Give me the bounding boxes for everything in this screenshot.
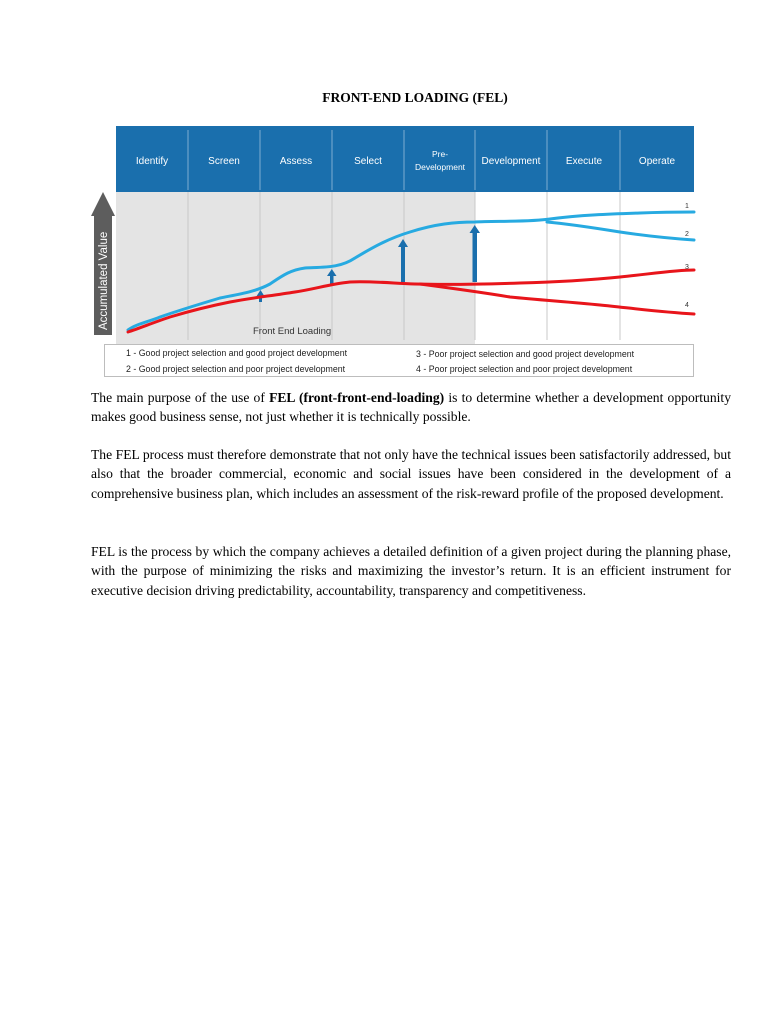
phase-label-pre-development-line2: Development bbox=[414, 162, 466, 172]
phase-label-select: Select bbox=[354, 156, 382, 167]
phase-label-development: Development bbox=[481, 156, 541, 167]
fel-diagram-svg bbox=[90, 124, 696, 378]
curve-number-1: 1 bbox=[685, 203, 689, 210]
paragraph-purpose-text-a: The main purpose of the use of bbox=[91, 390, 270, 405]
fel-zone bbox=[116, 192, 475, 344]
phase-label-execute: Execute bbox=[565, 156, 603, 167]
phase-label-pre-development-line1: Pre- bbox=[431, 149, 449, 159]
curve-number-4: 4 bbox=[685, 302, 689, 309]
phase-label-assess: Assess bbox=[279, 156, 313, 167]
paragraph-purpose-text-b: is to determine whether a development opportunity makes good business sense, not just whether it is technically possible. bbox=[91, 390, 731, 425]
curve-number-2: 2 bbox=[685, 231, 689, 238]
curve-number-3: 3 bbox=[685, 264, 689, 271]
paragraph-definition: FEL is the process by which the company achieves a detailed definition of a given project during the planning phase, with the purpose of minimizing the risks and maximizing the investor’s return. It is an efficient instrument for executive decision driving predictability, accountability, transparency and competitiveness. bbox=[91, 544, 731, 598]
legend-item-1: 1 - Good project selection and good project development bbox=[126, 348, 348, 358]
legend-item-2: 2 - Good project selection and poor project development bbox=[126, 364, 346, 374]
front-end-loading-label: Front End Loading bbox=[253, 326, 332, 337]
phase-label-operate: Operate bbox=[638, 156, 676, 167]
phase-label-identify: Identify bbox=[135, 156, 169, 167]
phase-header-bar bbox=[116, 126, 694, 192]
fel-diagram bbox=[90, 124, 696, 378]
fel-term: FEL (front-front-end-loading) bbox=[269, 390, 445, 405]
paragraph-purpose bbox=[91, 388, 731, 427]
phase-label-screen: Screen bbox=[208, 156, 240, 167]
legend-item-4: 4 - Poor project selection and poor project development bbox=[416, 364, 633, 374]
y-axis-label: Accumulated Value bbox=[98, 231, 110, 330]
paragraph-process: The FEL process must therefore demonstrate that not only have the technical issues been satisfactorily addressed, but also that the broader commercial, economic and social issues have been considered in the development of a comprehensive business plan, which includes an assessment of the risk-reward profile of the proposed development. bbox=[91, 447, 731, 501]
document-title: FRONT-END LOADING (FEL) bbox=[322, 90, 508, 105]
legend-item-3: 3 - Poor project selection and good project development bbox=[416, 349, 635, 359]
